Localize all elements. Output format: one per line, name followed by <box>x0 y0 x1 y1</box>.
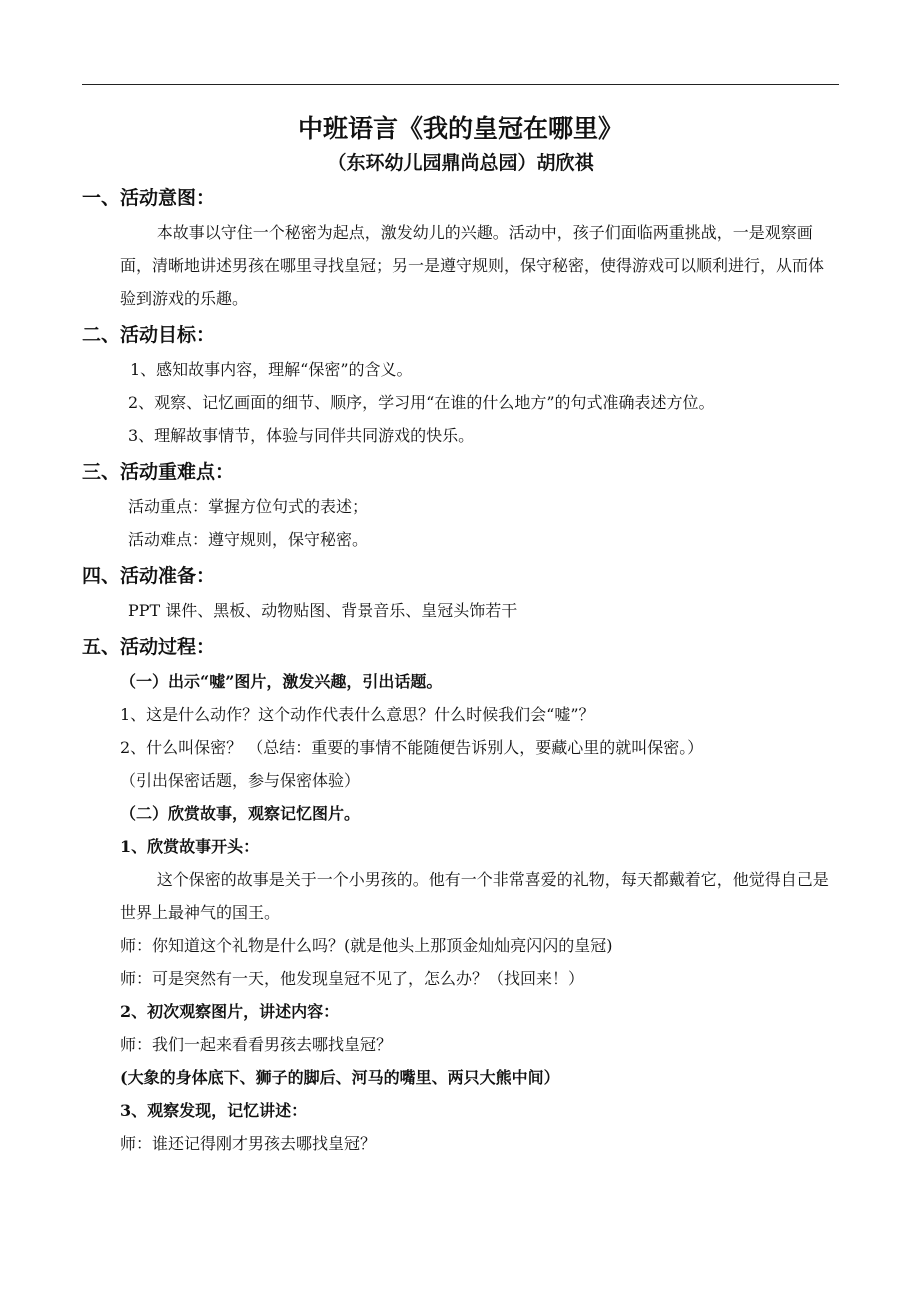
top-rule <box>82 84 839 85</box>
process-line: （引出保密话题，参与保密体验） <box>120 771 361 790</box>
goal-item: 1、感知故事内容，理解“保密”的含义。 <box>130 360 413 379</box>
preparation-text: PPT 课件、黑板、动物贴图、背景音乐、皇冠头饰若干 <box>128 601 518 620</box>
story-paragraph: 这个保密的故事是关于一个小男孩的。他有一个非常喜爱的礼物，每天都戴着它，他觉得自己是世界上最神气的国王。 <box>120 870 829 922</box>
process-subheading: （二）欣赏故事，观察记忆图片。 <box>120 804 361 823</box>
section-heading-process: 五、活动过程： <box>82 636 216 658</box>
document-title: 中班语言《我的皇冠在哪里》 <box>297 114 623 143</box>
process-line: 师：谁还记得刚才男孩去哪找皇冠？ <box>120 1134 377 1153</box>
process-step-heading: 2、初次观察图片，讲述内容： <box>120 1002 340 1021</box>
section-heading-preparation: 四、活动准备： <box>82 565 216 587</box>
process-line: 师：你知道这个礼物是什么吗？(就是他头上那顶金灿灿亮闪闪的皇冠) <box>120 936 613 955</box>
key-point-item: 活动重点：掌握方位句式的表述； <box>128 497 369 516</box>
goal-item: 3、理解故事情节，体验与同伴共同游戏的快乐。 <box>128 426 475 445</box>
section-heading-key-points: 三、活动重难点： <box>82 461 235 483</box>
process-line: 2、什么叫保密？ （总结：重要的事情不能随便告诉别人，要藏心里的就叫保密。） <box>120 738 704 757</box>
document-body <box>82 110 839 1160</box>
process-subheading: （一）出示“嘘”图片，激发兴趣，引出话题。 <box>120 672 443 691</box>
process-step-heading: 1、欣赏故事开头： <box>120 837 260 856</box>
process-step-heading: 3、观察发现，记忆讲述： <box>120 1101 308 1120</box>
process-line: 师：我们一起来看看男孩去哪找皇冠？ <box>120 1035 393 1054</box>
key-point-item: 活动难点：遵守规则，保守秘密。 <box>128 530 369 549</box>
goal-item: 2、观察、记忆画面的细节、顺序，学习用“在谁的什么地方”的句式准确表述方位。 <box>128 393 715 412</box>
document-subtitle: （东环幼儿园鼎尚总园）胡欣祺 <box>327 152 594 174</box>
section-heading-intent: 一、活动意图： <box>82 187 216 209</box>
process-line: 1、这是什么动作？这个动作代表什么意思？什么时候我们会“嘘”？ <box>120 705 595 724</box>
process-line: (大象的身体底下、狮子的脚后、河马的嘴里、两只大熊中间） <box>120 1068 560 1087</box>
process-line: 师：可是突然有一天，他发现皇冠不见了，怎么办？（找回来！） <box>120 969 585 988</box>
section-heading-goals: 二、活动目标： <box>82 324 216 346</box>
intent-paragraph: 本故事以守住一个秘密为起点，激发幼儿的兴趣。活动中，孩子们面临两重挑战，一是观察画面，清晰地讲述男孩在哪里寻找皇冠；另一是遵守规则，保守秘密，使得游戏可以顺利进行，从而体验到游戏的乐趣。 <box>120 223 825 308</box>
